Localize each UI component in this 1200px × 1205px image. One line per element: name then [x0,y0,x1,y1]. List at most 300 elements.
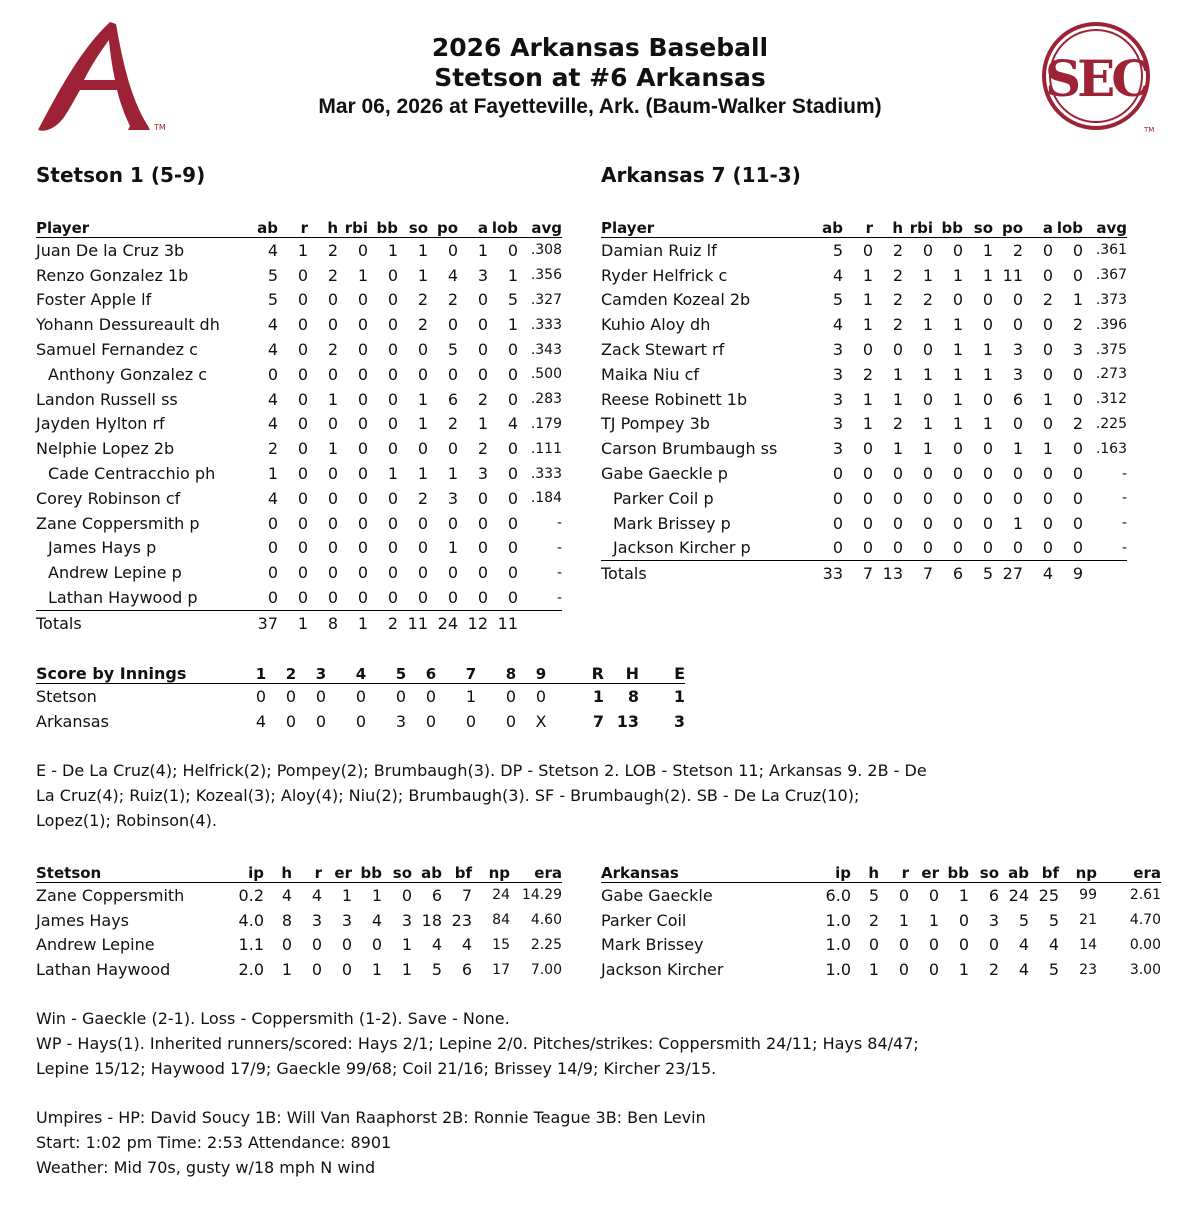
inning-score: 0 [425,686,437,706]
stat-avg: .500 [530,366,562,383]
stat-avg: .327 [530,291,562,308]
stat-bb: 1 [952,315,963,335]
inning-score: 0 [465,711,477,731]
pitcher-row [601,933,1161,958]
column-header-player: Player [36,217,254,238]
stat-ab: 0 [267,538,278,558]
stat-r: 0 [297,464,308,484]
stat-so: 1 [417,414,428,434]
stat-lob: 0 [507,340,518,360]
player-name: Mark Brissey p [613,513,731,533]
inning-header: 3 [306,663,336,684]
stat-ab: 0 [832,464,843,484]
stat-lob: 0 [507,513,518,533]
stat-avg: .356 [530,267,562,284]
total-a: 4 [1042,564,1053,584]
stat-ab: 0 [832,488,843,508]
stat-po: 0 [993,536,1023,561]
stat-lob: 0 [507,439,518,459]
linescore-team-row [36,709,685,734]
stat-bb: 0 [387,290,398,310]
player-name: Yohann Dessureault dh [36,315,220,335]
stat-so: 0 [982,389,993,409]
stat-po: 0 [447,563,458,583]
stat-avg: .396 [1095,316,1127,333]
column-header-er: er [909,862,939,883]
inning-header: 2 [276,663,306,684]
stat-er: 0 [341,960,352,980]
stat-po: 0 [1012,488,1023,508]
stat-so: 3 [401,910,412,930]
stat-h: 2 [892,265,903,285]
total-po: 27 [1002,564,1023,584]
stat-po: 2 [1012,240,1023,260]
column-header-bb: bb [933,217,963,238]
pitching-team-label: Arkansas [601,862,819,883]
player-name: Reese Robinett 1b [601,389,748,409]
inning-score: 4 [255,711,267,731]
stat-bf: 7 [461,885,472,905]
pitcher-name: Andrew Lepine [36,935,155,955]
player-row [36,412,562,437]
stat-bb: 1 [387,240,398,260]
stat-avg: - [556,539,562,556]
home-pitching-box [601,862,1161,982]
stat-so: 0 [982,290,993,310]
stat-h: 0 [327,364,338,384]
stat-r: 0 [297,538,308,558]
pitching-summary [36,1007,919,1081]
stat-po: 0 [447,240,458,260]
player-name: Jayden Hylton rf [36,414,165,434]
stat-lob: 0 [1053,536,1083,561]
stat-lob: 0 [507,464,518,484]
stat-so: 1 [982,265,993,285]
stat-po: 1 [1012,513,1023,533]
stat-r: 1 [862,389,873,409]
stat-rbi: 2 [922,290,933,310]
stat-rbi: 0 [357,315,368,335]
stat-rbi: 0 [903,536,933,561]
player-name: Andrew Lepine p [48,563,182,583]
stat-era: 2.61 [1129,887,1161,904]
inning-header: 5 [386,663,416,684]
stat-avg: .308 [530,242,562,259]
stat-a: 0 [477,315,488,335]
stat-r: 4 [311,885,322,905]
stat-h: 2 [892,240,903,260]
player-name: Jackson Kircher p [601,536,819,561]
stat-so: 0 [982,464,993,484]
total-bb: 6 [952,564,963,584]
stat-ip: 1.0 [825,960,851,980]
stat-so: 1 [417,265,428,285]
stat-so: 6 [988,885,999,905]
pitcher-name: Parker Coil [601,910,687,930]
total-r: 7 [862,564,873,584]
stat-so: 0 [417,439,428,459]
stat-rbi: 1 [922,315,933,335]
home-batting-table [601,217,1127,586]
stat-r: 0 [297,414,308,434]
column-header-bb: bb [939,862,969,883]
stat-ab: 4 [832,315,843,335]
stat-ab: 5 [431,960,442,980]
player-name: Maika Niu cf [601,364,699,384]
away-pitching-table [36,862,562,982]
stat-bf: 6 [461,960,472,980]
linescore-team-row [36,684,685,709]
inning-score: X [535,711,547,731]
stat-po: 6 [1012,389,1023,409]
stat-bb: 1 [952,364,963,384]
stat-lob: 3 [1072,340,1083,360]
stat-ab: 5 [267,290,278,310]
stat-ab: 4 [267,414,278,434]
stat-h: 8 [281,910,292,930]
player-row [36,536,562,561]
stat-bb: 0 [952,513,963,533]
stat-bb: 1 [371,960,382,980]
game-info [36,1106,706,1180]
stat-r: 0 [311,935,322,955]
stat-so: 1 [417,464,428,484]
stat-avg: .225 [1095,415,1127,432]
stat-lob: 1 [507,315,518,335]
stat-a: 0 [1042,240,1053,260]
stat-ip: 0.2 [238,885,264,905]
stat-ab: 4 [267,389,278,409]
stat-bb: 0 [387,315,398,335]
player-name: Zane Coppersmith p [36,513,200,533]
column-header-ip: ip [232,862,264,883]
column-header-era: era [510,862,562,883]
column-header-lob: lob [488,217,518,238]
inning-score: 0 [315,711,327,731]
column-header-h: h [873,217,903,238]
away-batting-table [36,217,562,636]
game-date-location: Mar 06, 2026 at Fayetteville, Ark. (Baum-Walker Stadium) [318,95,882,118]
column-header-h: h [308,217,338,238]
stat-h: 1 [892,364,903,384]
stat-so: 0 [982,488,993,508]
column-header-ab: ab [819,217,843,238]
stat-ab: 3 [832,389,843,409]
player-row [601,486,1127,511]
stat-r: 2 [862,364,873,384]
stat-ab: 0 [832,513,843,533]
stat-ab: 5 [832,290,843,310]
player-name: TJ Pompey 3b [601,414,710,434]
stat-r: 0 [297,563,308,583]
stat-bf: 25 [1038,885,1059,905]
stat-po: 5 [447,340,458,360]
stat-a: 0 [477,290,488,310]
stat-bb: 0 [371,935,382,955]
total-bb: 2 [387,613,398,633]
player-name: Lathan Haywood p [36,585,254,610]
stat-bb: 0 [958,910,969,930]
player-row [601,536,1127,561]
stat-avg: .163 [1095,440,1127,457]
stat-r: 0 [297,315,308,335]
total-ab: 33 [822,564,843,584]
stat-bb: 0 [387,414,398,434]
stat-po: 0 [447,364,458,384]
linescore-box [36,663,685,734]
stat-rbi: 0 [357,488,368,508]
stat-so: 1 [982,340,993,360]
stat-h: 1 [892,389,903,409]
stat-a: 0 [458,585,488,610]
column-header-avg: avg [518,217,562,238]
player-row [36,263,562,288]
stat-ab: 4 [267,315,278,335]
notes-line: Lopez(1); Robinson(4). [36,810,217,830]
stat-so: 1 [982,414,993,434]
player-row [601,238,1127,263]
stat-lob: 0 [1072,389,1083,409]
pitcher-name: Mark Brissey [601,935,704,955]
stat-r: 1 [862,315,873,335]
stat-po: 1 [1012,439,1023,459]
team-h: 8 [627,686,639,706]
stat-po: 2 [447,414,458,434]
team-e: 1 [673,686,685,706]
stat-avg: .273 [1095,366,1127,383]
inning-score: 0 [535,686,547,706]
stat-r: 0 [278,585,308,610]
total-h: 13 [882,564,903,584]
stat-h: 1 [281,960,292,980]
stat-po: 0 [428,585,458,610]
stat-np: 84 [492,912,510,929]
player-name: Corey Robinson cf [36,488,181,508]
stat-so: 0 [417,538,428,558]
inning-score: 0 [395,686,407,706]
column-header-h: h [851,862,879,883]
stat-er: 0 [928,935,939,955]
stat-h: 0 [327,464,338,484]
stat-bf: 23 [451,910,472,930]
stat-so: 1 [401,960,412,980]
stat-bb: 0 [933,536,963,561]
stat-so: 0 [417,364,428,384]
stat-lob: 2 [1072,414,1083,434]
stat-ab: 5 [267,265,278,285]
player-row [36,436,562,461]
stat-ab: 0 [267,563,278,583]
stat-avg: .333 [530,316,562,333]
stat-r: 1 [898,910,909,930]
stat-np: 17 [492,961,510,978]
stat-rbi: 0 [922,240,933,260]
pitcher-row [36,883,562,908]
column-header-ab: ab [999,862,1029,883]
stat-ab: 5 [1018,910,1029,930]
notes-line: E - De La Cruz(4); Helfrick(2); Pompey(2); Brumbaugh(3). DP - Stetson 2. LOB - Stetson 11; Arkansas 9. 2B - De [36,761,927,780]
linescore-header-row [36,663,685,684]
player-name: Damian Ruiz lf [601,240,717,260]
stat-bb: 0 [387,340,398,360]
column-header-era: era [1097,862,1161,883]
stat-so: 2 [417,488,428,508]
inning-score: 0 [315,686,327,706]
stat-rbi: 0 [357,563,368,583]
stat-er: 1 [928,910,939,930]
stat-er: 1 [341,885,352,905]
stat-lob: 2 [1072,315,1083,335]
stat-bb: 0 [387,488,398,508]
stat-lob: 0 [1072,265,1083,285]
player-row [36,511,562,536]
total-a: 12 [467,613,488,633]
player-row [36,585,562,610]
total-rbi: 7 [922,564,933,584]
stat-po: 0 [1012,315,1023,335]
inning-score: 0 [285,686,297,706]
column-header-np: np [472,862,510,883]
stat-ip: 2.0 [238,960,264,980]
column-header-avg: avg [1083,217,1127,238]
stat-rbi: 0 [357,240,368,260]
player-name: Samuel Fernandez c [36,340,198,360]
column-header-r: r [879,862,909,883]
notes-line: La Cruz(4); Ruiz(1); Kozeal(3); Aloy(4); Niu(2); Brumbaugh(3). SF - Brumbaugh(2). SB - De La Cruz(10); [36,785,860,805]
player-row [36,387,562,412]
column-header-so: so [398,217,428,238]
inning-header: 8 [496,663,526,684]
stat-rbi: 1 [922,265,933,285]
stat-r: 0 [898,935,909,955]
player-row [36,312,562,337]
linescore-team-name: Stetson [36,686,97,706]
away-pitching-box [36,862,562,982]
player-name: Renzo Gonzalez 1b [36,265,189,285]
home-batting-box [601,217,1127,586]
stat-r: 0 [297,265,308,285]
stat-h: 0 [868,935,879,955]
away-batting-box [36,217,562,636]
stat-ab: 0 [254,585,278,610]
stat-ab: 24 [1008,885,1029,905]
pitcher-name: Jackson Kircher [601,960,724,980]
stat-np: 99 [1079,887,1097,904]
stat-er: 0 [928,885,939,905]
player-row [601,436,1127,461]
stat-avg: .111 [530,440,562,457]
stat-r: 0 [898,885,909,905]
stat-h: 5 [868,885,879,905]
total-avg [518,610,562,635]
stat-rbi: 0 [357,340,368,360]
stat-r: 0 [297,290,308,310]
stat-r: 1 [862,290,873,310]
stat-lob: 0 [1072,488,1083,508]
stat-po: 6 [447,389,458,409]
column-header-so: so [963,217,993,238]
pitching-team-label: Stetson [36,862,232,883]
stat-avg: - [518,585,562,610]
stat-er: 3 [341,910,352,930]
inning-score: 0 [505,711,517,731]
player-name: Carson Brumbaugh ss [601,439,778,459]
stat-r: 0 [843,536,873,561]
stat-avg: .184 [530,490,562,507]
column-header-so: so [969,862,999,883]
stat-ab: 6 [431,885,442,905]
stat-h: 2 [327,240,338,260]
stat-lob: 1 [1072,290,1083,310]
stat-so: 1 [982,240,993,260]
player-name: Foster Apple lf [36,290,152,310]
stat-r: 0 [898,960,909,980]
column-header-ip: ip [819,862,851,883]
stat-bb: 0 [952,240,963,260]
stat-lob: 0 [1072,513,1083,533]
stat-rbi: 0 [922,340,933,360]
player-name: Juan De la Cruz 3b [36,240,185,260]
team-e: 3 [673,711,685,731]
stat-h: 0 [327,488,338,508]
stat-r: 0 [297,364,308,384]
stat-so: 0 [417,340,428,360]
stat-a: 1 [477,414,488,434]
stat-bb: 4 [371,910,382,930]
stat-so: 2 [988,960,999,980]
player-row [601,387,1127,412]
batting-header-row [36,217,562,238]
stat-r: 0 [297,340,308,360]
stat-ip: 1.0 [825,910,851,930]
stat-ab: 4 [267,488,278,508]
stat-er: 0 [928,960,939,980]
stat-rbi: 1 [357,265,368,285]
stat-so: 0 [988,935,999,955]
stat-r: 0 [297,513,308,533]
stat-avg: .367 [1095,267,1127,284]
totals-row [36,610,562,635]
stat-a: 2 [1042,290,1053,310]
stat-ab: 0 [267,364,278,384]
pitcher-name: Gabe Gaeckle [601,885,713,905]
stat-ab: 0 [819,536,843,561]
stat-so: 3 [988,910,999,930]
stat-h: 0 [892,340,903,360]
linescore-team-name: Arkansas [36,711,109,731]
total-ab: 37 [257,613,278,633]
stat-h: 0 [892,464,903,484]
stat-bb: 1 [387,464,398,484]
stat-bb: 0 [387,389,398,409]
stat-a: 0 [477,513,488,533]
stat-h: 0 [892,488,903,508]
stat-ab: 3 [832,439,843,459]
linescore-table [36,663,685,734]
inning-score: 3 [395,711,407,731]
stat-bb: 0 [387,439,398,459]
total-po: 24 [437,613,458,633]
stat-bb: 1 [952,414,963,434]
stat-lob: 0 [507,389,518,409]
home-team-heading: Arkansas 7 (11-3) [601,163,801,187]
stat-era: 3.00 [1129,961,1161,978]
stat-ab: 4 [1018,935,1029,955]
stat-rbi: 0 [922,464,933,484]
stat-ab: 5 [832,240,843,260]
pitcher-name: Lathan Haywood [36,960,171,980]
stat-a: 0 [1042,488,1053,508]
